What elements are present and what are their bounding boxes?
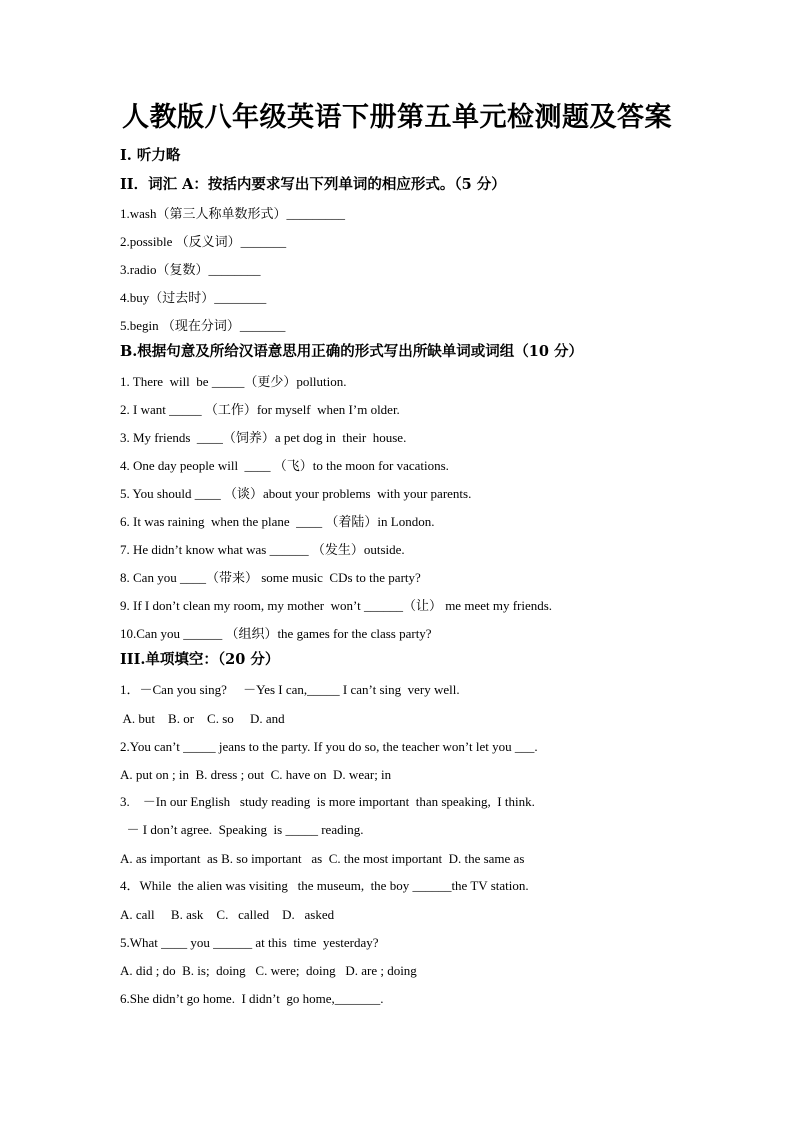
mc-line-11: A. did ; do B. is; doing C. were; doing D. are ; doing: [120, 963, 417, 978]
vocab-b-item-10: 10.Can you ______ （组织）the games for the class party?: [120, 626, 432, 641]
vocab-b-item-7: 7. He didn’t know what was ______ （发生）outside.: [120, 542, 405, 557]
mc-line-12: 6.She didn’t go home. I didn’t go home,_______.: [120, 991, 384, 1006]
vocab-b-item-5: 5. You should ____ （谈）about your problems with your parents.: [120, 486, 472, 501]
vocab-b-item-4: 4. One day people will ____ （飞）to the moon for vacations.: [120, 458, 449, 473]
section-vocab-a-heading: II．词汇 A：按括内要求写出下列单词的相应形式。（5 分）: [120, 176, 506, 193]
mc-line-6: － I don’t agree. Speaking is _____ reading.: [120, 822, 364, 837]
mc-line-1: 1．－Can you sing? －Yes I can,_____ I can’t sing very well.: [120, 682, 460, 697]
vocab-b-item-6: 6. It was raining when the plane ____ （着陆）in London.: [120, 514, 435, 529]
document-title: 人教版八年级英语下册第五单元检测题及答案: [122, 102, 672, 133]
vocab-a-item-1: 1.wash（第三人称单数形式）_________: [120, 206, 345, 221]
vocab-b-item-1: 1. There will be _____（更少）pollution.: [120, 374, 347, 389]
section-listening-heading: Ⅰ. 听力略: [120, 147, 181, 164]
vocab-a-item-3: 3.radio（复数）________: [120, 262, 261, 277]
vocab-a-item-4: 4.buy（过去时）________: [120, 290, 267, 305]
mc-line-8: 4．While the alien was visiting the museum, the boy ______the TV station.: [120, 878, 529, 893]
vocab-a-item-2: 2.possible （反义词）_______: [120, 234, 287, 249]
mc-line-5: 3. －In our English study reading is more important than speaking, I think.: [120, 794, 535, 809]
mc-line-3: 2.You can’t _____ jeans to the party. If you do so, the teacher won’t let you ___.: [120, 739, 538, 754]
vocab-b-item-9: 9. If I don’t clean my room, my mother won’t ______（让） me meet my friends.: [120, 598, 553, 613]
vocab-b-item-2: 2. I want _____ （工作）for myself when I’m older.: [120, 402, 400, 417]
mc-line-9: A. call B. ask C. called D. asked: [120, 907, 335, 922]
mc-line-2: A. but B. or C. so D. and: [120, 711, 285, 726]
mc-line-10: 5.What ____ you ______ at this time yesterday?: [120, 935, 379, 950]
section-vocab-b-heading: B.根据句意及所给汉语意思用正确的形式写出所缺单词或词组（10 分）: [120, 343, 584, 360]
vocab-a-item-5: 5.begin （现在分词）_______: [120, 318, 286, 333]
vocab-b-item-3: 3. My friends ____（饲养）a pet dog in their house.: [120, 430, 407, 445]
section-mc-heading: III.单项填空：（20 分）: [120, 651, 280, 668]
vocab-b-item-8: 8. Can you ____（带来） some music CDs to the party?: [120, 570, 421, 585]
mc-line-4: A. put on ; in B. dress ; out C. have on D. wear; in: [120, 767, 392, 782]
mc-line-7: A. as important as B. so important as C. the most important D. the same as: [120, 851, 525, 866]
